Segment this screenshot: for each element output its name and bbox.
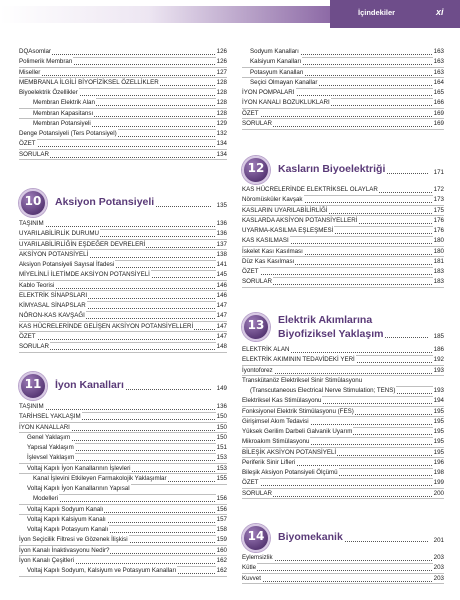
toc-entry-page: 203 <box>433 554 444 561</box>
toc-entry-title: SORULAR <box>19 343 49 350</box>
toc-entry[interactable] <box>19 546 227 556</box>
toc-entry-title: İyon Kanalı İnaktivasyonu Nedir? <box>19 546 110 554</box>
toc-entry-page: 146 <box>216 291 227 299</box>
toc-entry-title: Voltaj Kapılı Sodyum, Kalsiyum ve Potasyum Kanalları <box>19 566 177 576</box>
toc-entry-title: Denge Potansiyeli (Ters Potansiyel) <box>19 130 117 137</box>
toc-entry[interactable] <box>242 417 444 427</box>
chapter-title: Aksiyon Potansiyeli <box>55 196 155 208</box>
row-separator <box>19 159 227 160</box>
toc-entry-page: 146 <box>216 281 227 289</box>
toc-entry[interactable] <box>242 478 444 488</box>
toc-entry-title: ELEKTRİK ALAN <box>242 346 290 353</box>
toc-entry[interactable] <box>242 437 444 447</box>
toc-entry-title: İYON KANALLARI <box>19 423 70 431</box>
toc-entry[interactable] <box>19 260 227 270</box>
toc-entry-page: 156 <box>216 505 227 513</box>
toc-entry-title: UYARMA-KASILMA EŞLEŞMESİ <box>242 227 334 234</box>
toc-entry-title: TAŞINIM <box>19 220 44 227</box>
toc-entry-title: Bileşik Aksiyon Potansiyeli Ölçümü <box>242 469 338 476</box>
toc-entry-page: 141 <box>216 261 227 268</box>
toc-entry-page: 150 <box>216 433 227 441</box>
toc-entry-page: 162 <box>216 567 227 574</box>
toc-entry[interactable] <box>19 301 227 311</box>
toc-entry-title: Kablo Teorisi <box>19 281 55 289</box>
toc-entry-title: ELEKTRİK AKIMININ TEDAVİDEKİ YERİ <box>242 356 355 364</box>
toc-entry[interactable] <box>19 322 227 332</box>
toc-entry[interactable] <box>242 345 444 355</box>
chapter-page: 185 <box>433 333 444 340</box>
row-separator <box>242 287 444 288</box>
toc-entry[interactable] <box>19 68 227 78</box>
toc-entry[interactable] <box>19 433 227 443</box>
toc-entry-title: SORULAR <box>242 489 272 497</box>
chapter-title-line2: Biyofiziksel Yaklaşım <box>278 328 384 340</box>
toc-entry-page: 198 <box>433 469 444 476</box>
toc-entry-page: 199 <box>433 479 444 487</box>
toc-entry[interactable] <box>242 376 444 386</box>
toc-entry[interactable] <box>19 270 227 280</box>
toc-entry[interactable] <box>242 366 444 376</box>
toc-entry-title: BİLEŞİK AKSİYON POTANSİYELİ <box>242 448 337 456</box>
toc-entry[interactable] <box>19 402 227 412</box>
dot-leader <box>19 349 227 350</box>
toc-entry[interactable] <box>242 109 444 119</box>
toc-entry[interactable] <box>242 195 444 205</box>
toc-entry[interactable] <box>242 458 444 468</box>
dot-leader <box>242 274 444 275</box>
chapter-heading-12[interactable] <box>242 156 444 186</box>
toc-entry-title: Kanal İşlevini Etkileyen Farmakolojik Yaklaşımlar <box>19 474 168 484</box>
toc-entry[interactable] <box>242 47 444 57</box>
toc-entry-title: Mikroakım Stimülasyonu <box>242 438 310 446</box>
toc-entry-page: 136 <box>216 230 227 238</box>
row-separator <box>19 576 227 577</box>
toc-entry[interactable] <box>242 236 444 246</box>
toc-entry-title: DQAsomlar <box>19 48 51 55</box>
toc-entry-page: 147 <box>216 332 227 340</box>
toc-entry-page: 155 <box>216 474 227 482</box>
chapter-page: 171 <box>433 169 444 176</box>
toc-entry-title: Periferik Sinir Lifleri <box>242 458 296 466</box>
row-separator <box>242 129 444 130</box>
toc-entry-title: Polimerik Membran <box>19 58 73 66</box>
toc-entry-page: 195 <box>433 407 444 415</box>
toc-entry[interactable] <box>242 88 444 98</box>
toc-entry-page: 136 <box>216 403 227 410</box>
toc-entry-title: Yapısal Yaklaşım <box>19 443 75 453</box>
toc-entry[interactable] <box>19 474 227 484</box>
toc-entry-page: 173 <box>433 196 444 204</box>
toc-entry[interactable] <box>242 563 444 573</box>
toc-entry[interactable] <box>242 489 444 499</box>
toc-entry[interactable] <box>19 412 227 422</box>
toc-entry-page: 163 <box>433 68 444 76</box>
toc-entry[interactable] <box>242 185 444 195</box>
chapter-number: 14 <box>247 529 265 543</box>
chapter-title: Biyomekanik <box>278 531 343 543</box>
toc-entry-title: UYARILABİLİRLİK DURUMU <box>19 230 99 238</box>
toc-entry-page: 196 <box>433 458 444 466</box>
toc-entry-title: ELEKTRİK SİNAPSLARI <box>19 291 88 299</box>
toc-entry-page: 129 <box>216 119 227 127</box>
toc-entry-title: Fonksiyonel Elektrik Stimülasyonu (FES) <box>242 407 354 415</box>
toc-entry-title: SORULAR <box>19 150 49 158</box>
toc-entry-page: 200 <box>433 489 444 497</box>
toc-entry-title: Kütle <box>242 564 257 572</box>
toc-entry-page: 138 <box>216 250 227 258</box>
toc-entry[interactable] <box>19 566 227 576</box>
toc-entry-page: 195 <box>433 438 444 446</box>
toc-entry[interactable] <box>242 574 444 584</box>
toc-entry-page: 195 <box>433 448 444 456</box>
chapter-heading-13[interactable] <box>242 313 444 343</box>
toc-entry[interactable] <box>19 443 227 453</box>
toc-entry[interactable] <box>19 88 227 98</box>
toc-entry-title: İşlevsel Yaklaşım <box>19 453 75 463</box>
toc-entry[interactable] <box>242 226 444 236</box>
toc-entry[interactable] <box>19 281 227 291</box>
toc-entry[interactable] <box>242 407 444 417</box>
toc-entry-page: 126 <box>216 48 227 55</box>
toc-entry-title: Düz Kas Kasılması <box>242 257 295 265</box>
toc-entry[interactable] <box>19 291 227 301</box>
chapter-page: 135 <box>216 202 227 209</box>
toc-entry-title: SORULAR <box>242 278 272 286</box>
toc-entry-title: TAŞINIM <box>19 403 44 410</box>
toc-entry-page: 128 <box>216 78 227 86</box>
toc-entry-page: 156 <box>216 495 227 503</box>
toc-entry-page: 163 <box>433 58 444 66</box>
toc-entry-title: Membran Kapasitansı <box>19 109 94 119</box>
toc-entry[interactable] <box>242 68 444 78</box>
dot-leader <box>19 409 227 410</box>
toc-entry-page: 150 <box>216 423 227 431</box>
toc-entry[interactable] <box>19 229 227 239</box>
toc-entry[interactable] <box>19 109 227 119</box>
toc-entry[interactable] <box>242 247 444 257</box>
toc-entry-page: 158 <box>216 526 227 533</box>
toc-entry-page: 134 <box>216 140 227 148</box>
toc-entry-title: Voltaj Kapılı Potasyum Kanalı <box>19 525 109 535</box>
page-number: xi <box>436 7 444 17</box>
chapter-heading-14[interactable] <box>242 524 444 554</box>
toc-entry-title: TARİHSEL YAKLAŞIM <box>19 413 81 421</box>
toc-entry-page: 147 <box>216 302 227 309</box>
header-title: İçindekiler <box>358 8 396 17</box>
toc-entry-page: 153 <box>216 464 227 472</box>
toc-entry-title: KAS KASILMASI <box>242 237 289 245</box>
toc-entry-page: 157 <box>216 515 227 523</box>
toc-entry[interactable] <box>19 119 227 129</box>
toc-entry-title: KASLARDA AKSİYON POTANSİYELLERİ <box>242 216 358 224</box>
toc-entry[interactable] <box>19 332 227 342</box>
chapter-number: 11 <box>24 377 42 391</box>
dot-leader <box>242 116 444 117</box>
toc-entry-page: 151 <box>216 444 227 451</box>
toc-entry[interactable] <box>19 515 227 525</box>
toc-entry-title: Girişimsel Akım Tedavisi <box>242 417 309 425</box>
toc-entry-page: 175 <box>433 206 444 214</box>
toc-entry-title: ÖZET <box>242 479 259 487</box>
toc-entry-page: 180 <box>433 247 444 255</box>
toc-entry-title: İyon Kanalı Çeşitleri <box>19 556 75 564</box>
toc-entry-page: 176 <box>433 227 444 234</box>
chapter-title: Kasların Biyoelektriği <box>278 163 386 175</box>
toc-entry[interactable] <box>242 448 444 458</box>
dot-leader <box>19 157 227 158</box>
toc-entry-page: 172 <box>433 186 444 193</box>
toc-entry-title: Elektriksel Kas Stimülasyonu <box>242 397 322 405</box>
chapter-page: 201 <box>433 537 444 544</box>
toc-entry[interactable] <box>19 535 227 545</box>
toc-entry[interactable] <box>19 311 227 321</box>
toc-entry-title: Kuvvet <box>242 574 261 582</box>
toc-entry[interactable] <box>242 216 444 226</box>
toc-entry-page: 150 <box>216 413 227 421</box>
toc-entry-title: Voltaj Kapılı İyon Kanallarının İşlevleri <box>19 464 132 474</box>
toc-entry-title: Voltaj Kapılı Sodyum Kanalı <box>19 505 104 515</box>
toc-entry-title: UYARILABİLİRLİĞİN EŞDEĞER DEVRELERİ <box>19 240 146 248</box>
toc-entry[interactable] <box>19 139 227 149</box>
toc-entry-title: İYON POMPALARI <box>242 89 295 96</box>
toc-entry[interactable] <box>19 423 227 433</box>
dot-leader <box>242 570 444 571</box>
dot-leader <box>242 485 444 486</box>
header-gradient-bar <box>0 6 330 23</box>
chapter-heading-11[interactable] <box>19 372 227 402</box>
toc-entry-page: 126 <box>216 58 227 66</box>
toc-entry[interactable] <box>19 525 227 535</box>
toc-entry-title: Eylemsizlik <box>242 554 273 561</box>
toc-entry-title: Biyoelektrik Özellikler <box>19 89 78 96</box>
toc-entry-title: (Transcutaneous Electrical Nerve Stimulation; TENS) <box>242 386 396 396</box>
toc-entry[interactable] <box>19 129 227 139</box>
toc-entry-page: 193 <box>433 366 444 374</box>
toc-entry[interactable] <box>19 78 227 88</box>
toc-entry-page: 163 <box>433 48 444 55</box>
toc-entry-page: 186 <box>433 346 444 353</box>
toc-entry-title: Yüksek Gerilim Darbeli Galvanik Uyarım <box>242 428 353 435</box>
chapter-title: İyon Kanalları <box>55 379 124 391</box>
toc-entry[interactable] <box>242 386 444 396</box>
toc-entry-title: KASLARIN UYARILABİLİRLİĞİ <box>242 206 328 214</box>
toc-entry-page: 128 <box>216 109 227 117</box>
toc-entry-title: Transkütanöz Elektriksel Sinir Stimülasyonu <box>242 376 363 384</box>
toc-entry-title: Seçici Olmayan Kanallar <box>242 78 318 88</box>
chapter-page: 149 <box>216 385 227 392</box>
toc-entry[interactable] <box>19 494 227 504</box>
dot-leader <box>19 146 227 147</box>
toc-entry-title: ÖZET <box>19 332 36 340</box>
toc-entry-title: MİYELİNLİ İLETİMDE AKSİYON POTANSİYELİ <box>19 271 150 279</box>
toc-entry-title: MEMBRANLA İLGİLİ BİYOFİZİKSEL ÖZELLİKLER <box>19 78 159 86</box>
row-separator <box>242 583 444 584</box>
toc-entry-title: KAS HÜCRELERİNDE ELEKTRİKSEL OLAYLAR <box>242 186 378 193</box>
toc-entry-title: İskelet Kası Kasılması <box>242 247 303 255</box>
dot-leader <box>242 581 444 582</box>
toc-entry-page: 176 <box>433 216 444 224</box>
toc-entry[interactable] <box>242 553 444 563</box>
toc-entry-title: KİMYASAL SİNAPSLAR <box>19 302 86 309</box>
dot-leader <box>19 226 227 227</box>
toc-entry[interactable] <box>242 257 444 267</box>
toc-entry-page: 183 <box>433 278 444 286</box>
toc-entry-page: 166 <box>433 99 444 107</box>
toc-entry-title: Sodyum Kanalları <box>242 47 300 57</box>
toc-entry-page: 181 <box>433 257 444 265</box>
toc-entry-page: 147 <box>216 312 227 320</box>
toc-entry[interactable] <box>242 396 444 406</box>
toc-entry[interactable] <box>242 119 444 129</box>
toc-entry[interactable] <box>242 98 444 108</box>
toc-entry[interactable] <box>19 453 227 463</box>
toc-entry[interactable] <box>19 250 227 260</box>
toc-entry-page: 134 <box>216 150 227 158</box>
toc-entry-title: Genel Yaklaşım <box>19 433 71 443</box>
chapter-number: 12 <box>247 161 265 175</box>
toc-entry-page: 147 <box>216 322 227 330</box>
toc-entry-title: Kalsiyum Kanalları <box>242 57 302 67</box>
dot-leader <box>19 339 227 340</box>
toc-entry-page: 203 <box>433 564 444 572</box>
toc-entry-page: 164 <box>433 78 444 86</box>
chapter-number: 10 <box>24 194 42 208</box>
row-separator <box>242 498 444 499</box>
toc-entry-page: 159 <box>216 536 227 544</box>
toc-entry-page: 136 <box>216 220 227 227</box>
toc-entry[interactable] <box>242 468 444 478</box>
toc-entry-page: 195 <box>433 417 444 425</box>
toc-entry-title: Aksiyon Potansiyeli Sayısal İfadesi <box>19 261 115 268</box>
toc-entry[interactable] <box>242 57 444 67</box>
toc-entry-page: 148 <box>216 343 227 350</box>
toc-entry-page: 137 <box>216 240 227 248</box>
toc-entry[interactable] <box>19 505 227 515</box>
toc-entry-page: 162 <box>216 556 227 564</box>
toc-entry-title: Potasyum Kanalları <box>242 68 305 78</box>
dot-leader <box>19 75 227 76</box>
toc-entry-title: İYON KANALI BOZUKLUKLARI <box>242 99 330 107</box>
toc-entry-page: 192 <box>433 356 444 364</box>
toc-entry[interactable] <box>19 240 227 250</box>
toc-entry[interactable] <box>242 206 444 216</box>
toc-entry-title: ÖZET <box>242 268 259 275</box>
toc-entry-title: Nöromüsküler Kavşak <box>242 196 303 204</box>
toc-entry-title: Miseller <box>19 68 41 76</box>
toc-entry-page: 183 <box>433 268 444 275</box>
toc-entry-title: ÖZET <box>19 140 36 148</box>
toc-entry-title: SORULAR <box>242 119 272 127</box>
toc-entry-page: 128 <box>216 99 227 107</box>
toc-entry[interactable] <box>19 150 227 160</box>
toc-entry[interactable] <box>242 427 444 437</box>
toc-entry[interactable] <box>19 556 227 566</box>
toc-entry-page: 180 <box>433 237 444 245</box>
toc-entry[interactable] <box>19 464 227 474</box>
toc-entry-title: ÖZET <box>242 109 259 117</box>
toc-entry[interactable] <box>19 47 227 57</box>
toc-entry[interactable] <box>19 57 227 67</box>
toc-entry-title: Membran Potansiyeli <box>19 119 92 129</box>
toc-entry-page: 169 <box>433 109 444 117</box>
toc-entry-title: AKSİYON POTANSİYELİ <box>19 250 89 258</box>
toc-entry-title: Voltaj Kapılı Kalsiyum Kanalı <box>19 515 107 525</box>
toc-entry-title: KAS HÜCRELERİNDE GELİŞEN AKSİYON POTANSİYELLERİ <box>19 322 194 330</box>
toc-entry[interactable] <box>242 355 444 365</box>
toc-entry-page: 203 <box>433 574 444 582</box>
toc-entry[interactable] <box>19 98 227 108</box>
toc-entry[interactable] <box>242 277 444 287</box>
toc-entry[interactable] <box>19 342 227 352</box>
toc-entry-page: 145 <box>216 271 227 279</box>
page-header <box>0 0 460 32</box>
toc-entry-page: 160 <box>216 546 227 554</box>
chapter-heading-10[interactable] <box>19 189 227 219</box>
toc-entry-page: 127 <box>216 68 227 76</box>
toc-entry[interactable] <box>19 484 227 494</box>
chapter-title: Elektrik Akımlarına <box>278 314 373 326</box>
toc-entry-page: 165 <box>433 89 444 96</box>
toc-entry-title: İyon Seçicilik Filtresi ve Gözenek İlişkisi <box>19 536 128 544</box>
toc-entry-title: Modelleri <box>19 494 59 504</box>
toc-entry-page: 128 <box>216 89 227 96</box>
toc-entry[interactable] <box>19 219 227 229</box>
toc-entry-page: 194 <box>433 397 444 405</box>
toc-entry-page: 193 <box>433 387 444 394</box>
toc-entry-page: 132 <box>216 130 227 137</box>
toc-entry-title: İyontoforez <box>242 366 273 374</box>
toc-entry-title: Voltaj Kapılı İyon Kanallarının Yapısal <box>19 484 131 494</box>
toc-entry-page: 153 <box>216 454 227 462</box>
toc-entry[interactable] <box>242 78 444 88</box>
toc-entry-page: 169 <box>433 119 444 127</box>
toc-entry[interactable] <box>242 267 444 277</box>
toc-entry-page: 195 <box>433 428 444 435</box>
row-separator <box>19 352 227 353</box>
toc-entry-title: NÖRON-KAS KAVŞAĞI <box>19 312 85 320</box>
chapter-number: 13 <box>247 318 265 332</box>
toc-entry-title: Membran Elektrik Alan <box>19 98 96 108</box>
